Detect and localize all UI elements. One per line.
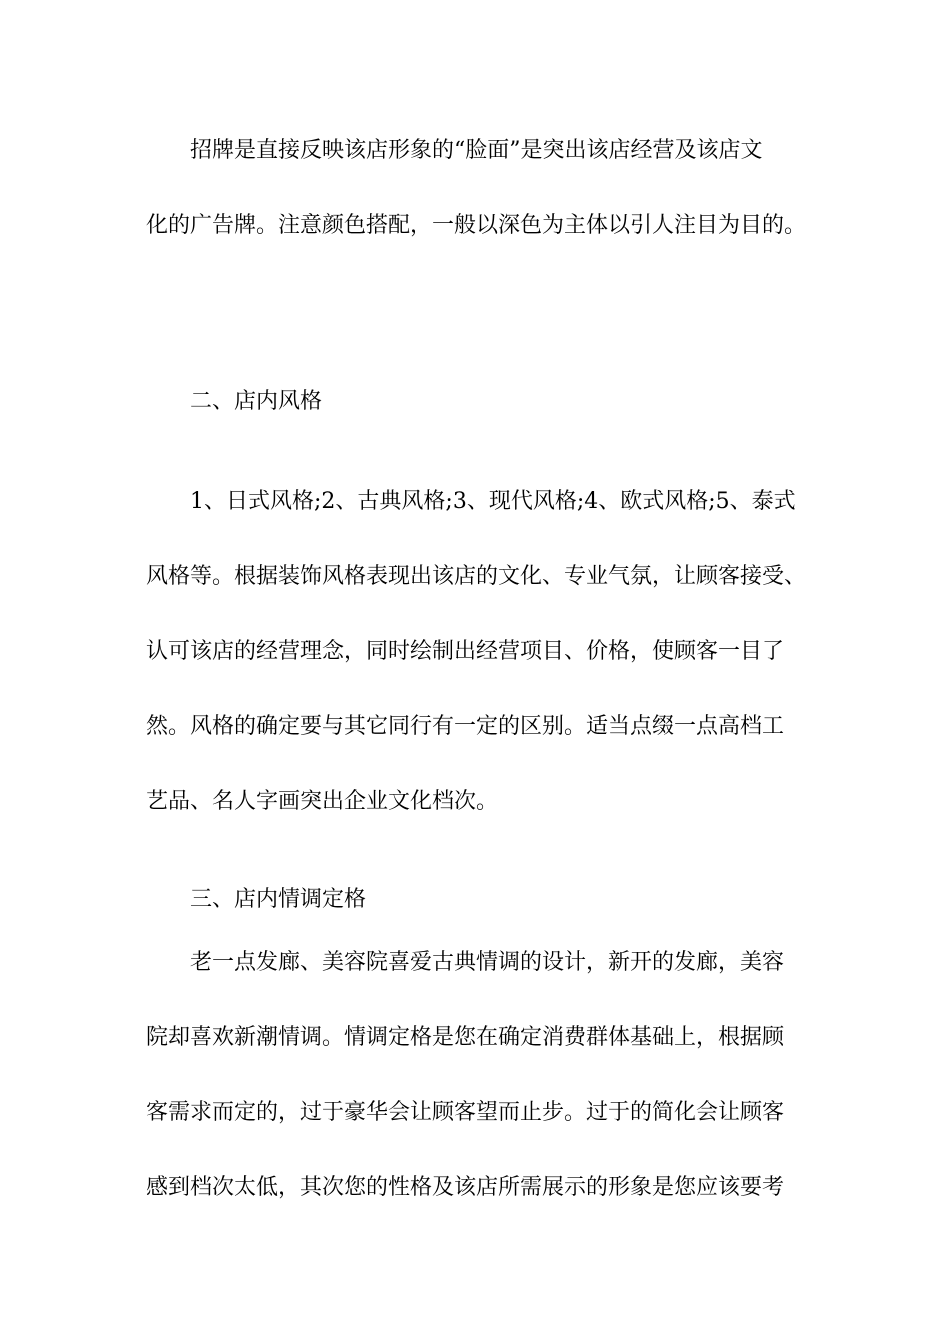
paragraph-style-line-3: 认可该店的经营理念，同时绘制出经营项目、价格，使顾客一目了	[146, 639, 785, 664]
paragraph-ambience-line-2: 院却喜欢新潮情调。情调定格是您在确定消费群体基础上，根据顾	[146, 1025, 785, 1050]
paragraph-ambience-line-4: 感到档次太低，其次您的性格及该店所需展示的形象是您应该要考	[146, 1175, 785, 1200]
paragraph-style-line-1: 1、日式风格;2、古典风格;3、现代风格;4、欧式风格;5、泰式	[190, 489, 796, 514]
section-heading-store-ambience: 三、店内情调定格	[190, 887, 367, 912]
paragraph-ambience-line-1: 老一点发廊、美容院喜爱古典情调的设计，新开的发廊，美容	[190, 950, 785, 975]
paragraph-signboard-line-2: 化的广告牌。注意颜色搭配，一般以深色为主体以引人注目为目的。	[146, 213, 807, 238]
paragraph-signboard-line-1: 招牌是直接反映该店形象的“脸面”是突出该店经营及该店文	[190, 138, 763, 163]
paragraph-style-line-4: 然。风格的确定要与其它同行有一定的区别。适当点缀一点高档工	[146, 714, 785, 739]
paragraph-style-line-5: 艺品、名人字画突出企业文化档次。	[146, 789, 499, 814]
paragraph-style-line-2: 风格等。根据装饰风格表现出该店的文化、专业气氛，让顾客接受、	[146, 564, 807, 589]
paragraph-ambience-line-3: 客需求而定的，过于豪华会让顾客望而止步。过于的简化会让顾客	[146, 1100, 785, 1125]
section-heading-store-style: 二、店内风格	[190, 389, 323, 414]
